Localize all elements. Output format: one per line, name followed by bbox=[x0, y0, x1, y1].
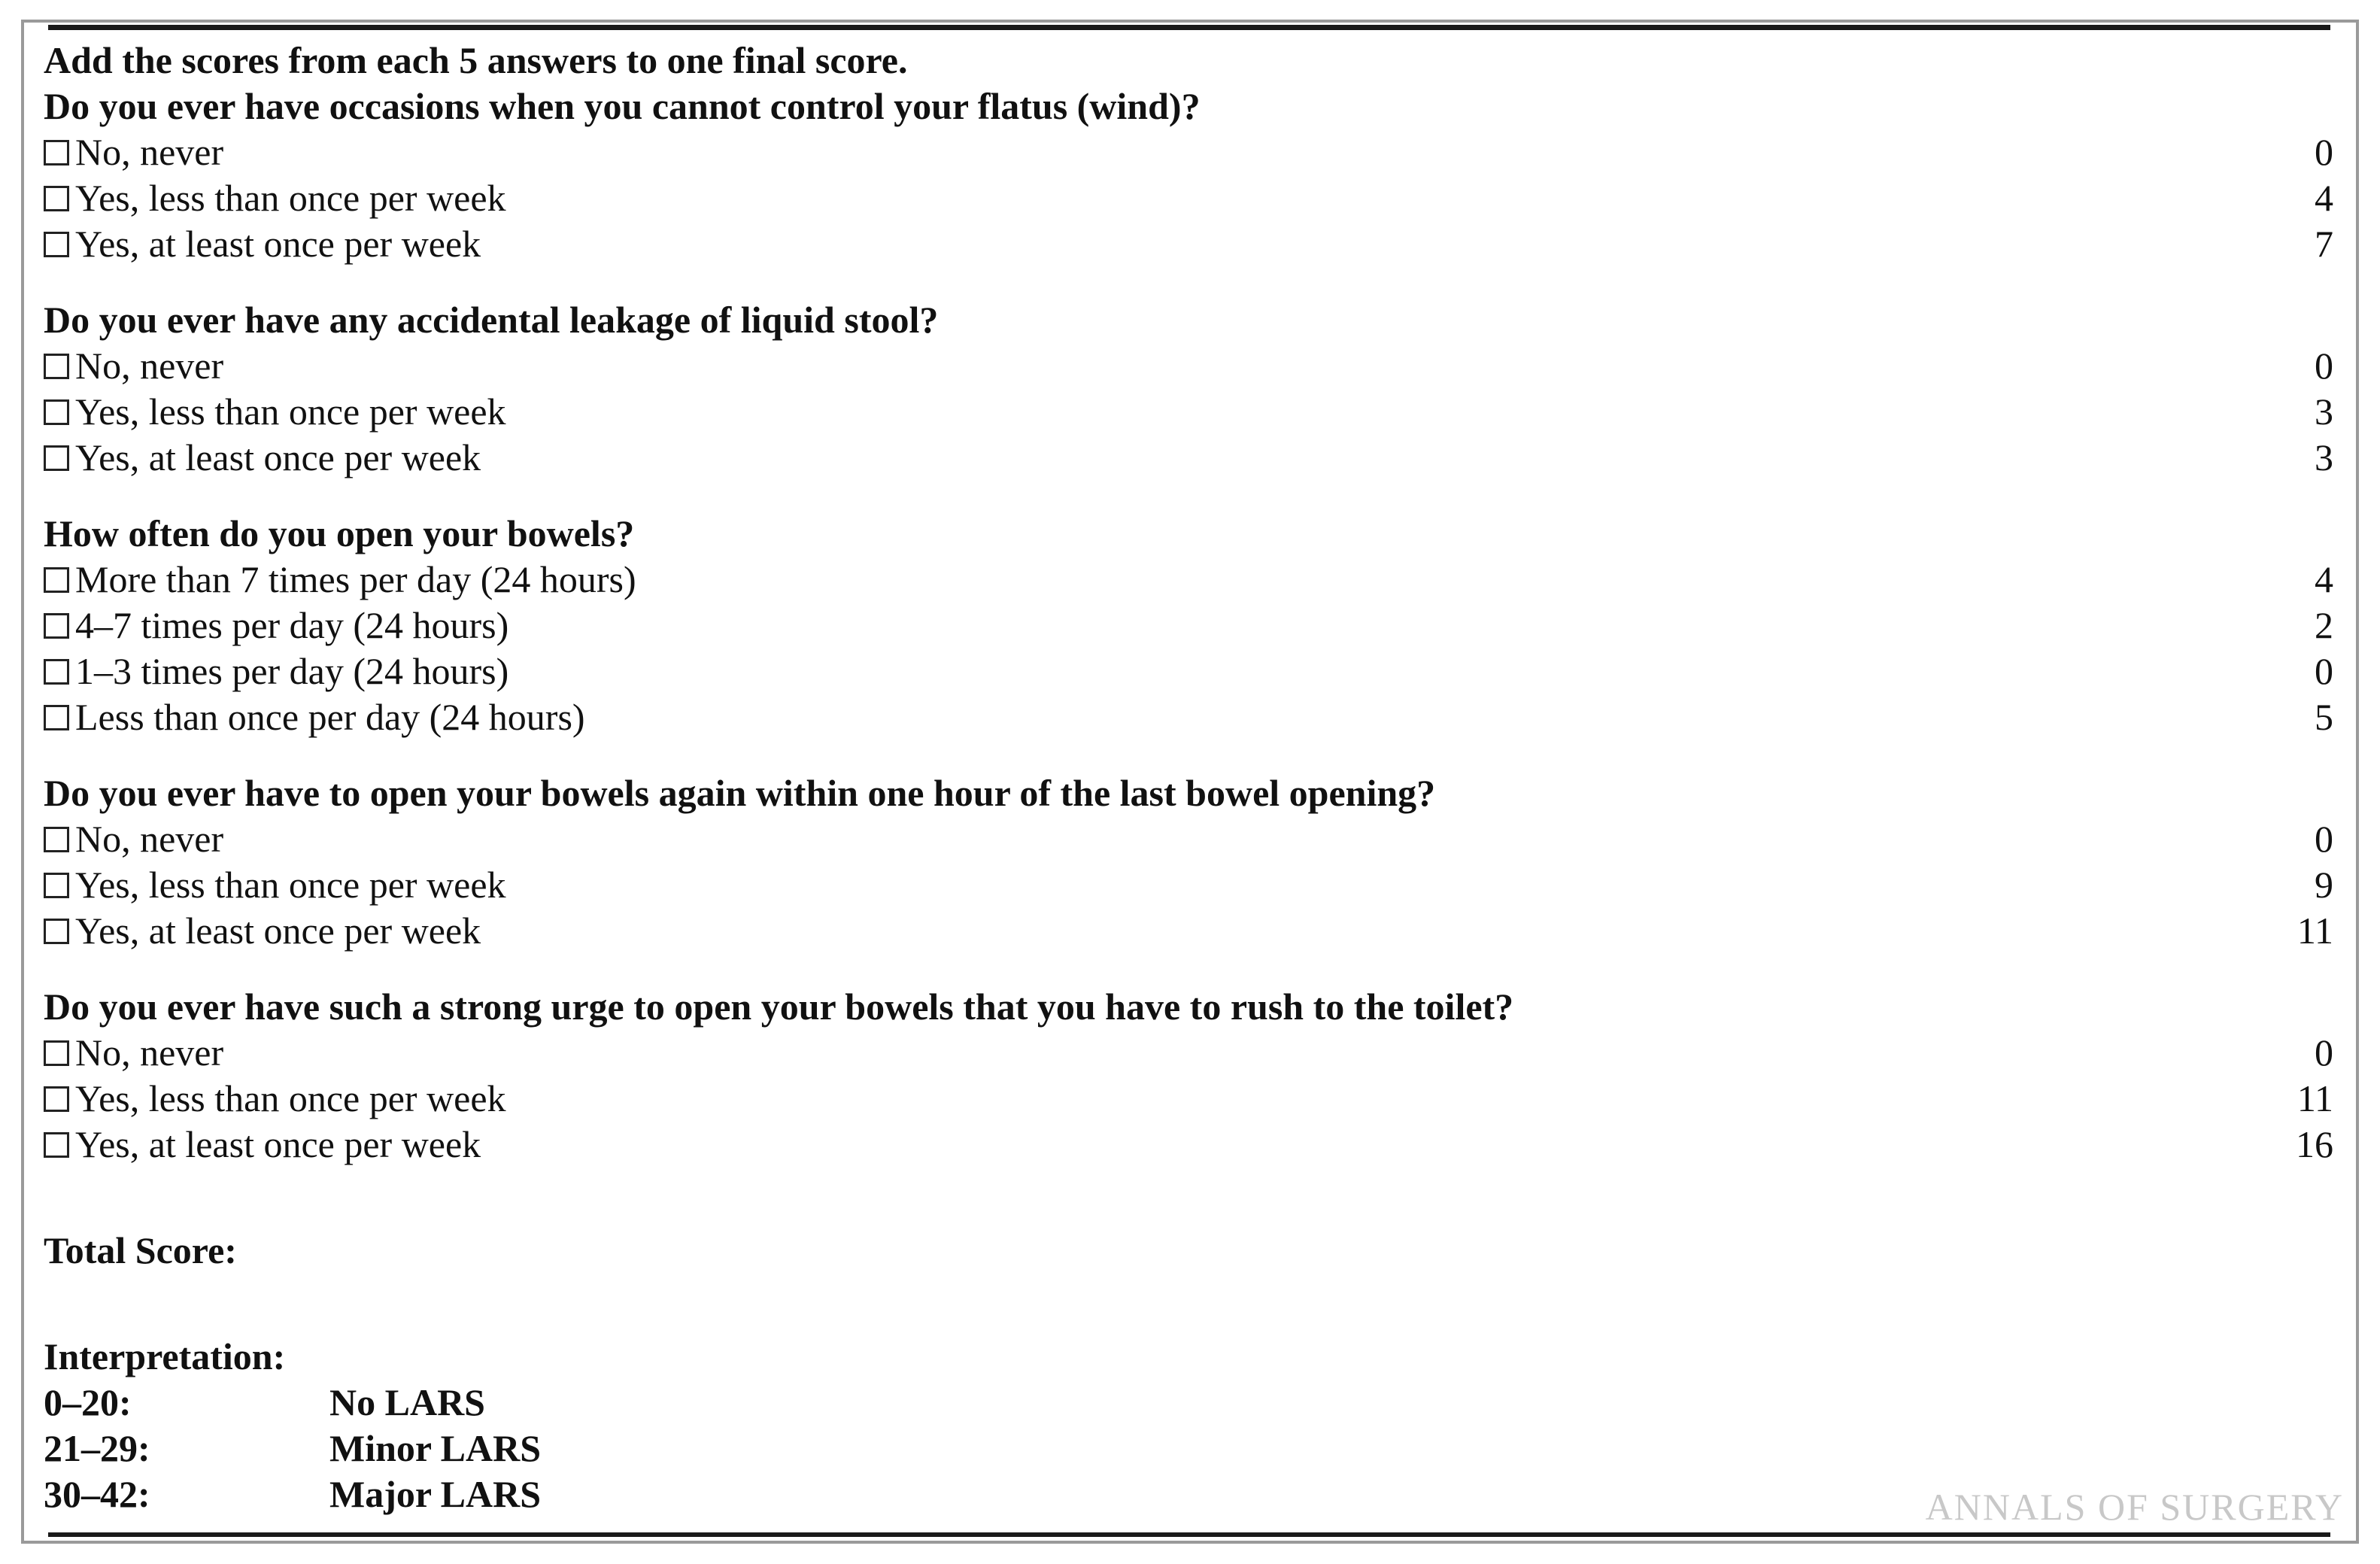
option-score: 0 bbox=[2315, 1031, 2333, 1074]
checkbox[interactable] bbox=[44, 827, 69, 852]
interpretation-row bbox=[44, 1426, 2333, 1471]
checkbox[interactable] bbox=[44, 1086, 69, 1112]
answer-option[interactable] bbox=[44, 1030, 2333, 1076]
option-score: 7 bbox=[2315, 223, 2333, 265]
checkbox[interactable] bbox=[44, 567, 69, 593]
checkbox[interactable] bbox=[44, 873, 69, 898]
checkbox[interactable] bbox=[44, 705, 69, 730]
option-label: Yes, at least once per week bbox=[75, 910, 481, 952]
option-score: 16 bbox=[2296, 1123, 2333, 1165]
option-score: 9 bbox=[2315, 864, 2333, 906]
bottom-rule bbox=[48, 1532, 2330, 1537]
question-block bbox=[44, 297, 2333, 481]
option-label: Yes, less than once per week bbox=[75, 177, 506, 219]
option-label: Less than once per day (24 hours) bbox=[75, 696, 585, 738]
checkbox[interactable] bbox=[44, 140, 69, 166]
question-text: How often do you open your bowels? bbox=[44, 512, 635, 554]
option-score: 3 bbox=[2315, 390, 2333, 433]
option-label: Yes, less than once per week bbox=[75, 390, 506, 433]
option-score: 5 bbox=[2315, 696, 2333, 738]
answer-option[interactable] bbox=[44, 1122, 2333, 1168]
question-text: Do you ever have any accidental leakage of liquid stool? bbox=[44, 299, 939, 341]
checkbox[interactable] bbox=[44, 1132, 69, 1158]
answer-option[interactable] bbox=[44, 343, 2333, 389]
answer-option[interactable] bbox=[44, 908, 2333, 954]
option-label: No, never bbox=[75, 818, 224, 860]
option-score: 0 bbox=[2315, 818, 2333, 860]
option-label: 4–7 times per day (24 hours) bbox=[75, 604, 509, 646]
checkbox[interactable] bbox=[44, 354, 69, 379]
option-label: No, never bbox=[75, 1031, 224, 1074]
option-score: 11 bbox=[2297, 910, 2333, 952]
answer-option[interactable] bbox=[44, 129, 2333, 175]
lars-category: Major LARS bbox=[329, 1473, 542, 1515]
checkbox[interactable] bbox=[44, 919, 69, 944]
answer-option[interactable] bbox=[44, 175, 2333, 221]
option-label: No, never bbox=[75, 131, 224, 173]
option-score: 11 bbox=[2297, 1077, 2333, 1119]
question-block bbox=[44, 511, 2333, 740]
score-range: 21–29: bbox=[44, 1427, 150, 1469]
answer-option[interactable] bbox=[44, 389, 2333, 435]
option-label: 1–3 times per day (24 hours) bbox=[75, 650, 509, 692]
answer-option[interactable] bbox=[44, 648, 2333, 694]
score-range: 0–20: bbox=[44, 1381, 132, 1423]
option-label: Yes, at least once per week bbox=[75, 223, 481, 265]
checkbox[interactable] bbox=[44, 232, 69, 257]
interpretation-row bbox=[44, 1380, 2333, 1426]
answer-option[interactable] bbox=[44, 603, 2333, 648]
option-score: 4 bbox=[2315, 558, 2333, 600]
form-content bbox=[44, 38, 2333, 1517]
option-score: 0 bbox=[2315, 650, 2333, 692]
top-rule bbox=[48, 25, 2330, 30]
question-text: Do you ever have to open your bowels again within one hour of the last bowel opening? bbox=[44, 772, 1436, 814]
option-label: Yes, at least once per week bbox=[75, 436, 481, 478]
option-label: Yes, at least once per week bbox=[75, 1123, 481, 1165]
interpretation-heading: Interpretation: bbox=[44, 1335, 286, 1377]
answer-option[interactable] bbox=[44, 221, 2333, 267]
checkbox[interactable] bbox=[44, 399, 69, 425]
lars-score-form bbox=[21, 20, 2359, 1544]
answer-option[interactable] bbox=[44, 862, 2333, 908]
checkbox[interactable] bbox=[44, 445, 69, 471]
option-label: No, never bbox=[75, 345, 224, 387]
option-score: 0 bbox=[2315, 131, 2333, 173]
answer-option[interactable] bbox=[44, 1076, 2333, 1122]
option-label: More than 7 times per day (24 hours) bbox=[75, 558, 636, 600]
option-score: 4 bbox=[2315, 177, 2333, 219]
option-label: Yes, less than once per week bbox=[75, 864, 506, 906]
total-score-label: Total Score: bbox=[44, 1229, 237, 1271]
score-range: 30–42: bbox=[44, 1473, 150, 1515]
option-label: Yes, less than once per week bbox=[75, 1077, 506, 1119]
lars-category: No LARS bbox=[329, 1381, 485, 1423]
answer-option[interactable] bbox=[44, 816, 2333, 862]
question-text: Do you ever have such a strong urge to open your bowels that you have to rush to the toilet? bbox=[44, 985, 1514, 1028]
question-block bbox=[44, 84, 2333, 267]
intro-text: Add the scores from each 5 answers to one final score. bbox=[44, 39, 908, 81]
checkbox[interactable] bbox=[44, 659, 69, 685]
answer-option[interactable] bbox=[44, 435, 2333, 481]
question-text: Do you ever have occasions when you cannot control your flatus (wind)? bbox=[44, 85, 1201, 127]
question-block bbox=[44, 770, 2333, 954]
option-score: 2 bbox=[2315, 604, 2333, 646]
lars-category: Minor LARS bbox=[329, 1427, 542, 1469]
option-score: 0 bbox=[2315, 345, 2333, 387]
journal-watermark: ANNALS OF SURGERY bbox=[1925, 1486, 2344, 1528]
answer-option[interactable] bbox=[44, 557, 2333, 603]
question-block bbox=[44, 984, 2333, 1168]
checkbox[interactable] bbox=[44, 613, 69, 639]
checkbox[interactable] bbox=[44, 186, 69, 211]
checkbox[interactable] bbox=[44, 1040, 69, 1066]
option-score: 3 bbox=[2315, 436, 2333, 478]
answer-option[interactable] bbox=[44, 694, 2333, 740]
